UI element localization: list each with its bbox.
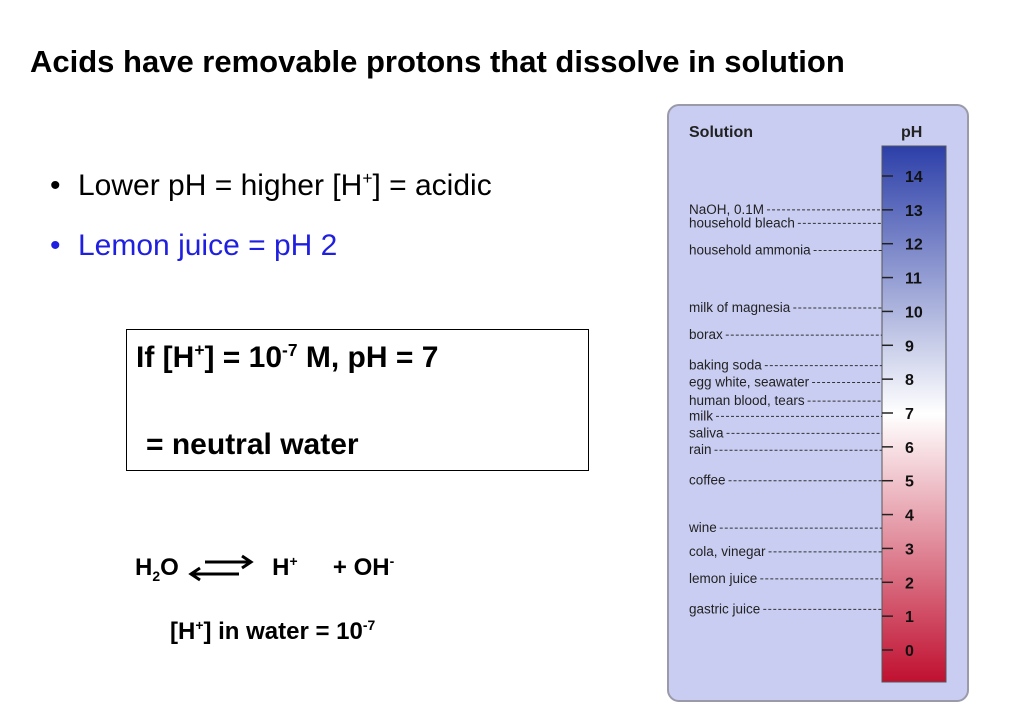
superscript: -7 [282, 340, 298, 360]
ph-tick-label: 4 [905, 507, 914, 525]
text: H [272, 554, 290, 581]
substance-label: saliva [689, 425, 724, 441]
ph-scale-figure [667, 104, 969, 702]
bullet-text: Lemon juice = pH 2 [78, 229, 338, 262]
substance-label: baking soda [689, 357, 762, 373]
ph-tick-label: 3 [905, 541, 914, 559]
text: H [135, 554, 153, 581]
ph-tick-label: 7 [905, 406, 914, 423]
equilibrium-arrows-icon [187, 554, 257, 584]
ph-tick-label: 0 [905, 643, 914, 660]
bullet-icon: • [50, 169, 61, 202]
substance-label: lemon juice [689, 570, 758, 586]
text: ] = 10 [204, 341, 283, 374]
substance-label: wine [689, 520, 717, 536]
substance-label: rain [689, 442, 712, 458]
box-line-2: = neutral water [146, 428, 359, 461]
ph-tick-label: 10 [905, 304, 923, 322]
ph-scale-graphic [669, 106, 967, 700]
ph-tick-label: 1 [905, 609, 914, 627]
ph-tick-label: 13 [905, 202, 923, 220]
ph-tick-label: 14 [905, 169, 923, 186]
ph-color-bar [882, 146, 946, 682]
text: If [H [136, 341, 195, 374]
water-equilibrium-equation [135, 553, 394, 584]
superscript: + [289, 553, 298, 569]
ph-tick-label: 12 [905, 236, 923, 254]
slide-title: Acids have removable protons that dissolve in solution [30, 44, 845, 79]
substance-label: coffee [689, 472, 726, 488]
bullet-text: ] = acidic [372, 169, 492, 202]
ph-tick-label: 6 [905, 439, 914, 457]
superscript: + [362, 168, 373, 188]
ph-tick-label: 5 [905, 473, 914, 491]
bullet-icon: • [50, 229, 61, 262]
substance-label: NaOH, 0.1M [689, 201, 765, 217]
text: ] in water = 10 [203, 618, 363, 645]
text: + OH [332, 554, 390, 581]
ph-tick-label: 11 [905, 270, 922, 288]
water-concentration-line [170, 617, 375, 646]
ph-tick-label: 9 [905, 338, 914, 356]
substance-label: milk of magnesia [689, 300, 791, 316]
superscript: + [194, 340, 205, 360]
substance-label: cola, vinegar [689, 543, 766, 559]
text: [H [170, 618, 196, 645]
superscript: + [195, 617, 204, 633]
substance-label: gastric juice [689, 601, 761, 617]
superscript: -7 [362, 617, 376, 633]
substance-label: human blood, tears [689, 393, 805, 409]
neutral-water-box [126, 329, 589, 471]
ph-header: pH [901, 124, 923, 141]
bullet-item-lower-ph [50, 168, 492, 203]
box-line-1 [136, 340, 438, 375]
substance-labels [688, 202, 882, 617]
solution-header: Solution [689, 124, 753, 141]
ph-tick-label: 2 [905, 575, 914, 593]
bullet-list [50, 168, 492, 289]
substance-label: borax [689, 327, 723, 343]
substance-label: household ammonia [689, 242, 811, 258]
substance-label: egg white, seawater [689, 374, 810, 390]
text: O [160, 554, 179, 581]
superscript: - [389, 553, 395, 569]
substance-label: household bleach [689, 215, 795, 231]
subscript: 2 [152, 567, 161, 584]
ph-tick-label: 8 [905, 372, 914, 390]
substance-label: milk [689, 408, 713, 424]
text: M, pH = 7 [297, 341, 439, 374]
bullet-item-lemon-juice [50, 229, 492, 263]
bullet-text: Lower pH = higher [H [78, 169, 363, 202]
